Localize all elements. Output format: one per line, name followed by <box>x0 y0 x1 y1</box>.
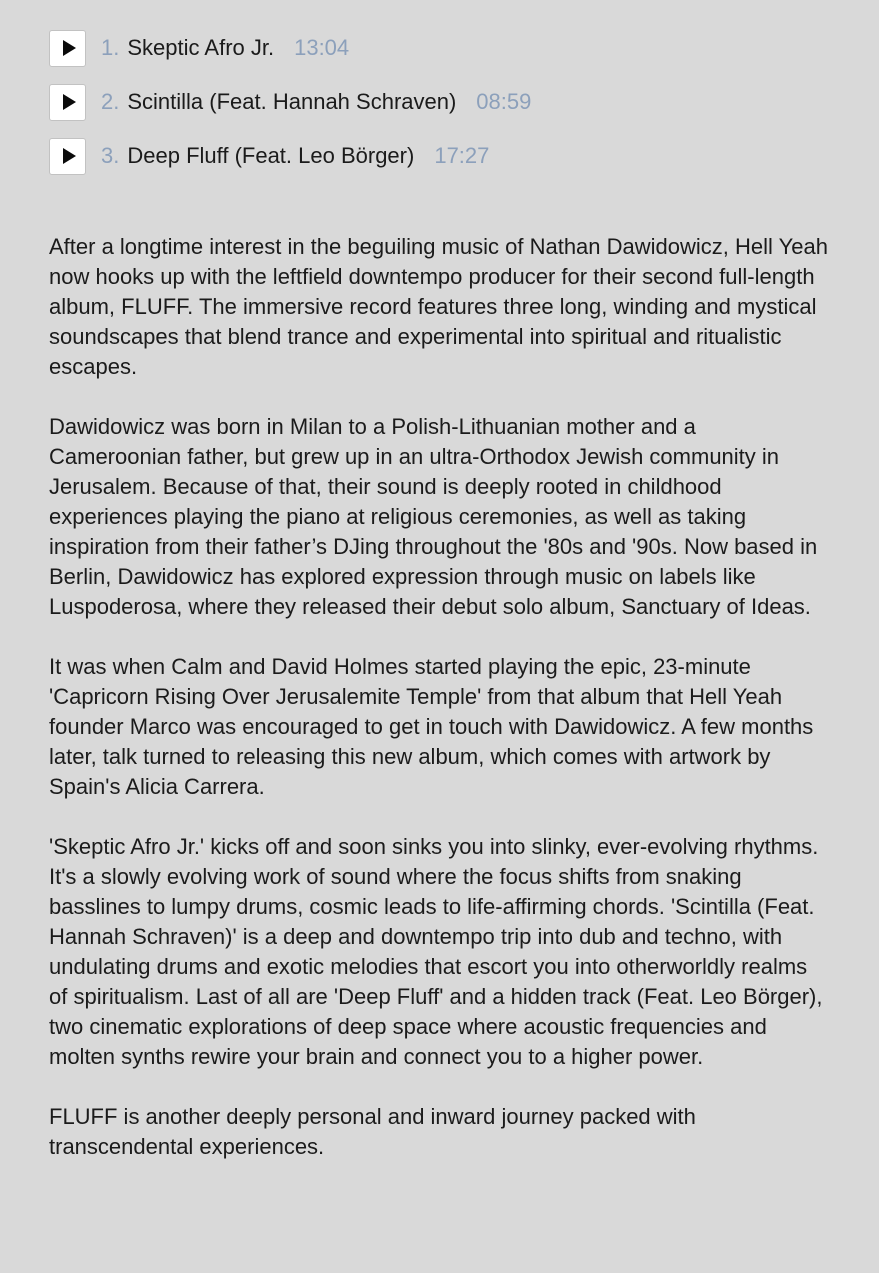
album-description <box>49 232 829 1192</box>
track-duration: 17:27 <box>434 143 490 168</box>
track-row <box>49 83 849 121</box>
description-paragraph: FLUFF is another deeply personal and inward journey packed with transcendental experiences. <box>49 1104 696 1159</box>
track-title[interactable]: Scintilla (Feat. Hannah Schraven) <box>127 89 457 114</box>
track-duration: 08:59 <box>476 89 532 114</box>
description-paragraph: 'Skeptic Afro Jr.' kicks off and soon sinks you into slinky, ever-evolving rhythms. It's a slowly evolving work of sound where the focus shifts from snaking basslines to lumpy drums, cosmic leads to life-affirming chords. 'Scintilla (Feat. Hannah Schraven)' is a deep and downtempo trip into dub and techno, with undulating drums and exotic melodies that escort you into otherworldly realms of spiritualism. Last of all are 'Deep Fluff' and a hidden track (Feat. Leo Börger), two cinematic explorations of deep space where acoustic frequencies and molten synths rewire your brain and connect you to a higher power. <box>49 834 823 1069</box>
play-button[interactable] <box>49 138 86 175</box>
track-title[interactable]: Skeptic Afro Jr. <box>127 35 275 60</box>
description-paragraph: After a longtime interest in the beguiling music of Nathan Dawidowicz, Hell Yeah now hooks up with the leftfield downtempo producer for their second full-length album, FLUFF. The immersive record features three long, winding and mystical soundscapes that blend trance and experimental into spiritual and ritualistic escapes. <box>49 234 828 379</box>
track-row <box>49 137 849 175</box>
play-icon <box>63 40 76 56</box>
description-paragraph: Dawidowicz was born in Milan to a Polish-Lithuanian mother and a Cameroonian father, but grew up in an ultra-Orthodox Jewish community in Jerusalem. Because of that, their sound is deeply rooted in childhood experiences playing the piano at religious ceremonies, as well as taking inspiration from their father’s DJing throughout the '80s and '90s. Now based in Berlin, Dawidowicz has explored expression through music on labels like Luspoderosa, where they released their debut solo album, Sanctuary of Ideas. <box>49 414 818 619</box>
track-duration: 13:04 <box>294 35 350 60</box>
description-paragraph: It was when Calm and David Holmes started playing the epic, 23-minute 'Capricorn Rising Over Jerusalemite Temple' from that album that Hell Yeah founder Marco was encouraged to get in touch with Dawidowicz. A few months later, talk turned to releasing this new album, which comes with artwork by Spain's Alicia Carrera. <box>49 654 814 799</box>
play-icon <box>63 148 76 164</box>
play-icon <box>63 94 76 110</box>
track-title[interactable]: Deep Fluff (Feat. Leo Börger) <box>127 143 415 168</box>
track-number: 1. <box>101 35 120 60</box>
track-number: 2. <box>101 89 120 114</box>
track-number: 3. <box>101 143 120 168</box>
play-button[interactable] <box>49 84 86 121</box>
play-button[interactable] <box>49 30 86 67</box>
tracklist <box>49 29 849 191</box>
track-row <box>49 29 849 67</box>
